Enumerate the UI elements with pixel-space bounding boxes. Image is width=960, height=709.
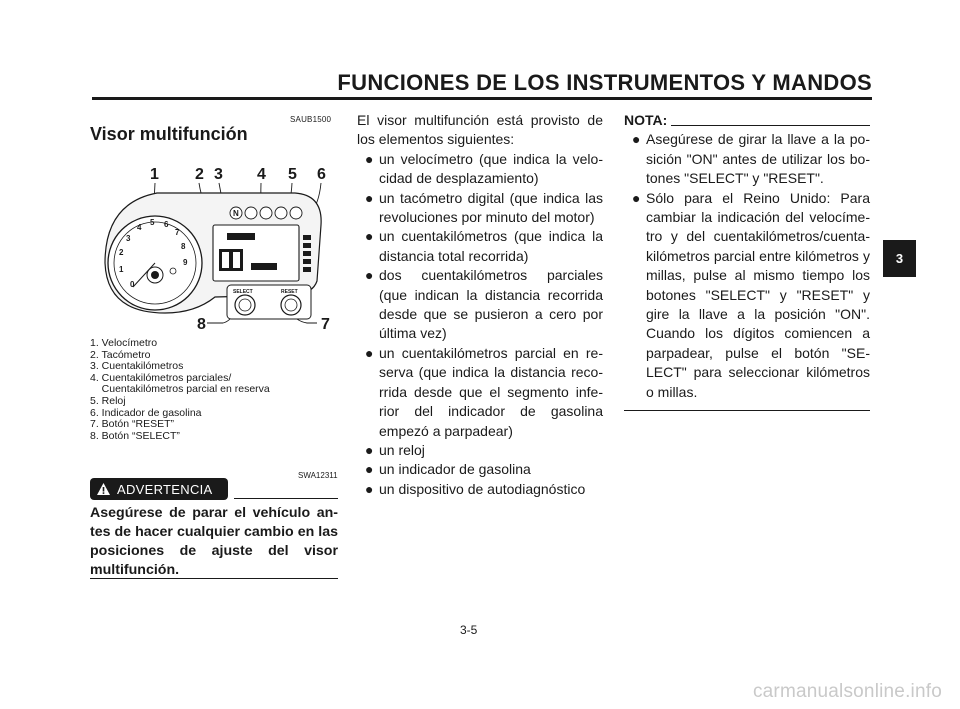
callout-4: 4 [257, 166, 266, 183]
list-item: ● un indicador de gasolina [357, 460, 603, 479]
watermark: carmanualsonline.info [752, 681, 942, 702]
page-number: 3-5 [460, 623, 478, 637]
svg-text:5: 5 [150, 218, 155, 227]
callout-6: 6 [317, 166, 326, 183]
caption-item: 5. Reloj [90, 394, 126, 407]
nota-label: NOTA: [624, 112, 668, 128]
intro-paragraph: El visor multifunción está provisto de los elementos siguientes: [357, 112, 603, 148]
list-item: ● Asegúrese de girar la llave a la po-sición "ON" antes de utilizar los bo-tones "SELECT" y "RESET". [632, 131, 870, 187]
caption-item: 3. Cuentakilómetros [90, 360, 184, 373]
select-label: SELECT [233, 289, 253, 295]
section-code: SAUB1500 [290, 115, 332, 124]
svg-text:7: 7 [175, 228, 180, 237]
nota-heading [624, 111, 870, 130]
bullet-icon: ● [365, 344, 374, 361]
figure-captions [90, 338, 340, 442]
bullet-icon: ● [365, 441, 374, 458]
callout-2: 2 [195, 166, 204, 183]
list-item: ● un tacómetro digital (que indica las revoluciones por minuto del motor) [365, 189, 603, 226]
warning-badge [90, 478, 228, 500]
list-item: ● un reloj [357, 441, 603, 460]
reset-label: RESET [281, 289, 298, 295]
bullet-icon: ● [365, 189, 374, 206]
main-column [357, 111, 603, 499]
nota-column [624, 111, 870, 411]
callout-8: 8 [197, 316, 206, 333]
callout-1: 1 [150, 166, 159, 183]
svg-text:2: 2 [119, 248, 124, 257]
warning-text: Asegúrese de parar el vehículo an-tes de hacer cualquier cambio en las posiciones de ajuste del visor multifunción. [90, 505, 338, 578]
callout-5: 5 [288, 166, 297, 183]
caption-item: 6. Indicador de gasolina [90, 406, 202, 419]
nota-bottom-rule [624, 410, 870, 411]
caption-item: Cuentakilómetros parcial en reserva [90, 383, 270, 396]
chapter-tab: 3 [883, 240, 916, 277]
bullet-icon: ● [632, 131, 641, 148]
list-item: ● un cuentakilómetros parcial en re-serva (que indica la distancia reco-rrida desde que el segmento infe-rior del indicador de gasolina empezó a parpadear) [365, 344, 603, 439]
warning-rule [234, 498, 338, 499]
page-header-title: FUNCIONES DE LOS INSTRUMENTOS Y MANDOS [337, 70, 872, 95]
bullet-icon: ● [632, 189, 641, 206]
warning-code: SWA12311 [298, 471, 338, 480]
bullet-icon: ● [365, 228, 374, 245]
warning-label: ADVERTENCIA [117, 481, 213, 497]
caption-item: 7. Botón “RESET” [90, 418, 175, 431]
bullet-icon: ● [365, 150, 374, 167]
feature-list [357, 150, 603, 499]
nota-list [624, 130, 870, 402]
callout-3: 3 [214, 166, 223, 183]
warning-triangle-icon [96, 482, 111, 496]
list-item: ● un velocímetro (que indica la velo-cidad de desplazamiento) [365, 150, 603, 187]
list-item: ● dos cuentakilómetros parciales (que indican la distancia recorrida desde que se pusieron a cero por última vez) [365, 267, 603, 342]
caption-item: 2. Tacómetro [90, 348, 151, 361]
list-item: ● un cuentakilómetros (que indica la distancia total recorrida) [365, 228, 603, 264]
bullet-icon: ● [365, 480, 374, 497]
header-rule [92, 97, 872, 100]
svg-text:4: 4 [137, 223, 142, 232]
caption-item: 8. Botón “SELECT” [90, 429, 180, 442]
callout-7: 7 [321, 316, 330, 333]
svg-text:N: N [233, 209, 239, 218]
svg-text:1: 1 [119, 265, 124, 274]
svg-text:0: 0 [130, 280, 135, 289]
list-item: ● un dispositivo de autodiagnóstico [357, 480, 603, 499]
caption-item: 4. Cuentakilómetros parciales/ [90, 371, 232, 384]
svg-text:3: 3 [126, 234, 131, 243]
bullet-icon: ● [365, 461, 374, 478]
warning-bottom-rule [90, 578, 338, 579]
bullet-icon: ● [365, 267, 374, 284]
svg-text:9: 9 [183, 258, 188, 267]
nota-rule [671, 125, 870, 126]
list-item: ● Sólo para el Reino Unido: Para cambiar la indicación del velocíme-tro y del cuentakilómetros/cuenta-kilómetros parcial entre kilómetros y millas, pulse al mismo tiempo los botones "SELECT" y "RESET" y gire la llave a la posición "ON". Cuando los dígitos comiencen a parpadear, pulse el botón "SE-LECT" para seleccionar kilómetros o millas. [632, 189, 870, 400]
section-title: Visor multifunción [90, 124, 248, 144]
instrument-cluster-illustration [95, 163, 330, 336]
caption-item: 1. Velocímetro [90, 337, 158, 349]
svg-text:6: 6 [164, 220, 169, 229]
svg-text:8: 8 [181, 242, 186, 251]
